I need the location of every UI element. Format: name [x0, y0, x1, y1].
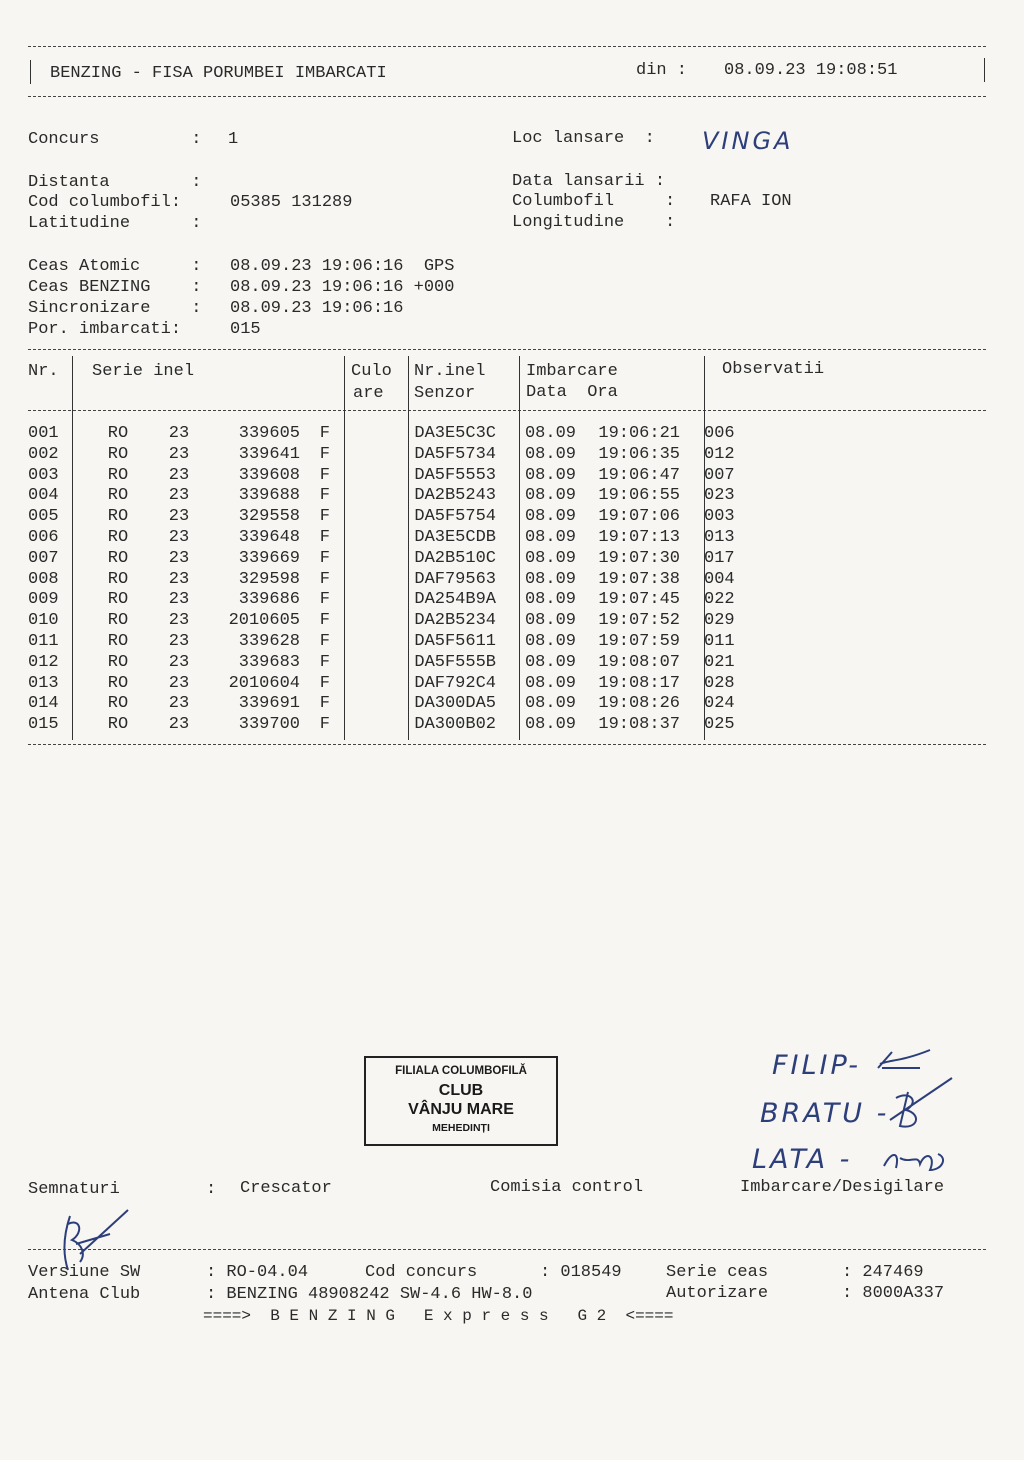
- ceas-benzing-label: Ceas BENZING :: [28, 278, 202, 297]
- row-sex: F: [319, 715, 330, 735]
- row-year: 23: [168, 486, 190, 506]
- row-year: 23: [168, 715, 190, 735]
- row-sex: F: [319, 444, 330, 464]
- header-top-rule: [28, 46, 986, 47]
- row-time: 19:07:30: [598, 548, 680, 568]
- row-sensor-id: DA5F5754: [414, 507, 496, 527]
- row-nr: 005: [28, 507, 59, 527]
- columbofil-label: Columbofil :: [512, 192, 676, 211]
- row-time: 19:08:07: [598, 652, 680, 672]
- cod-concurs-value: : 018549: [540, 1263, 622, 1282]
- row-date: 08.09: [524, 548, 576, 568]
- table-row: [28, 549, 754, 570]
- row-observatii: 006: [704, 424, 735, 443]
- row-sensor-id: DA5F555B: [414, 652, 496, 672]
- col-serie-header: Serie inel: [92, 362, 195, 381]
- row-year: 23: [168, 424, 190, 443]
- row-ring-number: 339700: [238, 715, 300, 735]
- row-ring-number: 339691: [238, 694, 300, 714]
- row-sensor-id: DA5F5553: [414, 465, 496, 485]
- row-country: RO: [107, 465, 129, 485]
- row-nr: 014: [28, 694, 59, 714]
- row-observatii: 022: [704, 590, 735, 610]
- row-nr: 010: [28, 611, 59, 631]
- row-date: 08.09: [524, 715, 576, 735]
- header-right-bar: [984, 58, 985, 82]
- table-top-rule: [28, 349, 986, 350]
- row-year: 23: [168, 465, 190, 485]
- row-ring-number: 2010604: [228, 673, 300, 693]
- row-ring-number: 339608: [238, 465, 300, 485]
- table-row: [28, 632, 754, 653]
- header-bottom-rule: [28, 96, 986, 97]
- row-time: 19:07:06: [598, 507, 680, 527]
- row-nr: 015: [28, 715, 59, 735]
- row-date: 08.09: [524, 569, 576, 589]
- table-row: [28, 570, 754, 591]
- ceas-benzing-value: 08.09.23 19:06:16 +000: [230, 278, 455, 297]
- serie-ceas-label: Serie ceas: [666, 1263, 769, 1282]
- comisia-control-label: Comisia control: [490, 1178, 644, 1197]
- row-sex: F: [319, 569, 330, 589]
- table-row: [28, 694, 754, 715]
- row-country: RO: [107, 444, 129, 464]
- row-observatii: 021: [704, 652, 735, 672]
- row-observatii: 013: [704, 527, 735, 547]
- row-observatii: 017: [704, 548, 735, 568]
- row-ring-number: 339628: [238, 631, 300, 651]
- row-date: 08.09: [524, 465, 576, 485]
- imbarcare-desigilare-label: Imbarcare/Desigilare: [740, 1178, 945, 1197]
- row-observatii: 024: [704, 694, 735, 714]
- serie-ceas-value: : 247469: [842, 1263, 924, 1282]
- row-ring-number: 339686: [238, 590, 300, 610]
- table-row: [28, 590, 754, 611]
- row-year: 23: [168, 507, 190, 527]
- row-year: 23: [168, 527, 190, 547]
- table-row: [28, 653, 754, 674]
- row-ring-number: 2010605: [228, 611, 300, 631]
- table-row: [28, 445, 754, 466]
- row-date: 08.09: [524, 424, 576, 443]
- row-nr: 004: [28, 486, 59, 506]
- row-sensor-id: DA2B5243: [414, 486, 496, 506]
- concurs-value: 1: [228, 130, 239, 149]
- row-country: RO: [107, 569, 129, 589]
- row-time: 19:08:26: [598, 694, 680, 714]
- row-date: 08.09: [524, 694, 576, 714]
- din-label: din :: [636, 61, 688, 80]
- row-observatii: 025: [704, 715, 735, 735]
- row-time: 19:07:59: [598, 631, 680, 651]
- row-time: 19:06:55: [598, 486, 680, 506]
- row-nr: 007: [28, 548, 59, 568]
- row-sex: F: [319, 590, 330, 610]
- distanta-label: Distanta :: [28, 173, 202, 192]
- row-ring-number: 339683: [238, 652, 300, 672]
- footer-rule: [28, 1249, 986, 1250]
- club-stamp: [364, 1056, 558, 1146]
- row-year: 23: [168, 652, 190, 672]
- versiune-sw-value: : RO-04.04: [206, 1263, 309, 1282]
- porumbei-imbarcati-label: Por. imbarcati:: [28, 320, 182, 339]
- data-lansarii-label: Data lansarii :: [512, 172, 666, 191]
- row-nr: 001: [28, 424, 59, 443]
- row-date: 08.09: [524, 631, 576, 651]
- table-row: [28, 528, 754, 549]
- row-year: 23: [168, 694, 190, 714]
- row-time: 19:07:45: [598, 590, 680, 610]
- antena-club-label: Antena Club: [28, 1285, 141, 1304]
- stamp-line-3: VÂNJU MARE: [408, 1101, 514, 1118]
- row-observatii: 029: [704, 611, 735, 631]
- table-header-rule: [28, 410, 986, 411]
- row-country: RO: [107, 673, 129, 693]
- longitudine-label: Longitudine :: [512, 213, 676, 232]
- table-row: [28, 424, 754, 445]
- cod-concurs-label: Cod concurs: [365, 1263, 478, 1282]
- stamp-line-2: CLUB: [438, 1082, 484, 1099]
- antena-club-value: : BENZING 48908242 SW-4.6 HW-8.0: [206, 1285, 533, 1304]
- row-country: RO: [107, 694, 129, 714]
- row-sensor-id: DA5F5734: [414, 444, 496, 464]
- versiune-sw-label: Versiune SW: [28, 1263, 141, 1282]
- pigeon-table: [28, 424, 754, 736]
- row-year: 23: [168, 569, 190, 589]
- ceas-atomic-label: Ceas Atomic :: [28, 257, 202, 276]
- sincronizare-value: 08.09.23 19:06:16: [230, 299, 404, 318]
- col-imbarcare-header-1: Imbarcare: [526, 362, 618, 381]
- row-country: RO: [107, 424, 129, 443]
- cod-columbofil-value: 05385 131289: [230, 193, 353, 212]
- row-sex: F: [319, 611, 330, 631]
- table-row: [28, 486, 754, 507]
- row-year: 23: [168, 631, 190, 651]
- row-date: 08.09: [524, 507, 576, 527]
- row-observatii: 003: [704, 507, 735, 527]
- row-observatii: 011: [704, 631, 735, 651]
- latitudine-label: Latitudine :: [28, 214, 202, 233]
- row-sensor-id: DA3E5CDB: [414, 527, 496, 547]
- handwritten-name-2: BRATU -: [760, 1098, 890, 1129]
- benzing-express-banner: ====> B E N Z I N G E x p r e s s G 2 <====: [203, 1307, 674, 1325]
- row-nr: 013: [28, 673, 59, 693]
- row-country: RO: [107, 590, 129, 610]
- table-bottom-rule: [28, 744, 986, 745]
- document-title: BENZING - FISA PORUMBEI IMBARCATI: [50, 64, 387, 83]
- row-time: 19:06:21: [598, 424, 680, 443]
- row-sensor-id: DA2B5234: [414, 611, 496, 631]
- row-sex: F: [319, 527, 330, 547]
- stamp-line-1: FILIALA COLUMBOFILĂ: [395, 1065, 527, 1077]
- row-year: 23: [168, 590, 190, 610]
- row-country: RO: [107, 611, 129, 631]
- col-nrinel-header-1: Nr.inel: [414, 362, 486, 381]
- row-nr: 009: [28, 590, 59, 610]
- row-observatii: 004: [704, 569, 735, 589]
- handwritten-name-3: LATA -: [752, 1144, 853, 1175]
- loc-lansare-handwritten: VINGA: [702, 127, 794, 155]
- row-date: 08.09: [524, 527, 576, 547]
- din-value: 08.09.23 19:08:51: [724, 61, 898, 80]
- row-time: 19:07:13: [598, 527, 680, 547]
- row-time: 19:08:37: [598, 715, 680, 735]
- col-culoare-header-1: Culo: [351, 362, 392, 381]
- handwritten-name-1: FILIP-: [772, 1050, 862, 1081]
- col-observatii-header: Observatii: [722, 360, 825, 379]
- row-year: 23: [168, 548, 190, 568]
- row-sensor-id: DA3E5C3C: [414, 424, 496, 443]
- row-country: RO: [107, 652, 129, 672]
- autorizare-label: Autorizare: [666, 1284, 769, 1303]
- row-nr: 006: [28, 527, 59, 547]
- row-date: 08.09: [524, 652, 576, 672]
- row-ring-number: 339641: [238, 444, 300, 464]
- row-sex: F: [319, 507, 330, 527]
- row-sensor-id: DA300B02: [414, 715, 496, 735]
- row-ring-number: 329558: [238, 507, 300, 527]
- row-sensor-id: DAF79563: [414, 569, 496, 589]
- semnaturi-label: Semnaturi: [28, 1180, 120, 1199]
- row-time: 19:06:35: [598, 444, 680, 464]
- row-country: RO: [107, 486, 129, 506]
- row-sensor-id: DA2B510C: [414, 548, 496, 568]
- row-nr: 011: [28, 631, 59, 651]
- table-row: [28, 507, 754, 528]
- table-row: [28, 611, 754, 632]
- row-time: 19:07:52: [598, 611, 680, 631]
- row-observatii: 028: [704, 673, 735, 693]
- row-sex: F: [319, 486, 330, 506]
- row-time: 19:06:47: [598, 465, 680, 485]
- row-ring-number: 339688: [238, 486, 300, 506]
- row-observatii: 012: [704, 444, 735, 464]
- col-nrinel-header-2: Senzor: [414, 384, 476, 403]
- row-sex: F: [319, 631, 330, 651]
- columbofil-value: RAFA ION: [710, 192, 792, 211]
- row-date: 08.09: [524, 486, 576, 506]
- porumbei-imbarcati-value: 015: [230, 320, 261, 339]
- row-sensor-id: DAF792C4: [414, 673, 496, 693]
- cod-columbofil-label: Cod columbofil:: [28, 193, 182, 212]
- row-nr: 012: [28, 652, 59, 672]
- row-sensor-id: DA254B9A: [414, 590, 496, 610]
- autorizare-value: : 8000A337: [842, 1284, 945, 1303]
- crescator-label: Crescator: [240, 1179, 332, 1198]
- row-ring-number: 329598: [238, 569, 300, 589]
- row-date: 08.09: [524, 590, 576, 610]
- row-country: RO: [107, 631, 129, 651]
- row-sex: F: [319, 673, 330, 693]
- row-nr: 003: [28, 465, 59, 485]
- table-row: [28, 674, 754, 695]
- col-imbarcare-header-2: Data Ora: [526, 383, 618, 402]
- row-sex: F: [319, 548, 330, 568]
- col-culoare-header-2: are: [353, 384, 384, 403]
- row-nr: 002: [28, 444, 59, 464]
- row-country: RO: [107, 507, 129, 527]
- row-country: RO: [107, 548, 129, 568]
- row-sex: F: [319, 465, 330, 485]
- loc-lansare-label: Loc lansare :: [512, 129, 655, 148]
- table-row: [28, 715, 754, 736]
- sincronizare-label: Sincronizare :: [28, 299, 202, 318]
- row-sensor-id: DA5F5611: [414, 631, 496, 651]
- row-date: 08.09: [524, 673, 576, 693]
- row-sex: F: [319, 694, 330, 714]
- row-sex: F: [319, 652, 330, 672]
- row-year: 23: [168, 611, 190, 631]
- row-ring-number: 339669: [238, 548, 300, 568]
- row-observatii: 007: [704, 465, 735, 485]
- row-date: 08.09: [524, 611, 576, 631]
- header-left-bar: [30, 60, 31, 84]
- stamp-line-4: MEHEDINȚI: [432, 1122, 490, 1134]
- row-country: RO: [107, 527, 129, 547]
- row-nr: 008: [28, 569, 59, 589]
- row-year: 23: [168, 444, 190, 464]
- row-sex: F: [319, 424, 330, 443]
- row-ring-number: 339605: [238, 424, 300, 443]
- row-country: RO: [107, 715, 129, 735]
- concurs-label: Concurs :: [28, 130, 202, 149]
- table-row: [28, 466, 754, 487]
- row-observatii: 023: [704, 486, 735, 506]
- row-ring-number: 339648: [238, 527, 300, 547]
- handwritten-initials-scribbles: [760, 1040, 960, 1190]
- row-sensor-id: DA300DA5: [414, 694, 496, 714]
- col-nr-header: Nr.: [28, 362, 59, 381]
- row-date: 08.09: [524, 444, 576, 464]
- row-time: 19:07:38: [598, 569, 680, 589]
- row-year: 23: [168, 673, 190, 693]
- semnaturi-colon: :: [206, 1180, 217, 1199]
- ceas-atomic-value: 08.09.23 19:06:16 GPS: [230, 257, 455, 276]
- row-time: 19:08:17: [598, 673, 680, 693]
